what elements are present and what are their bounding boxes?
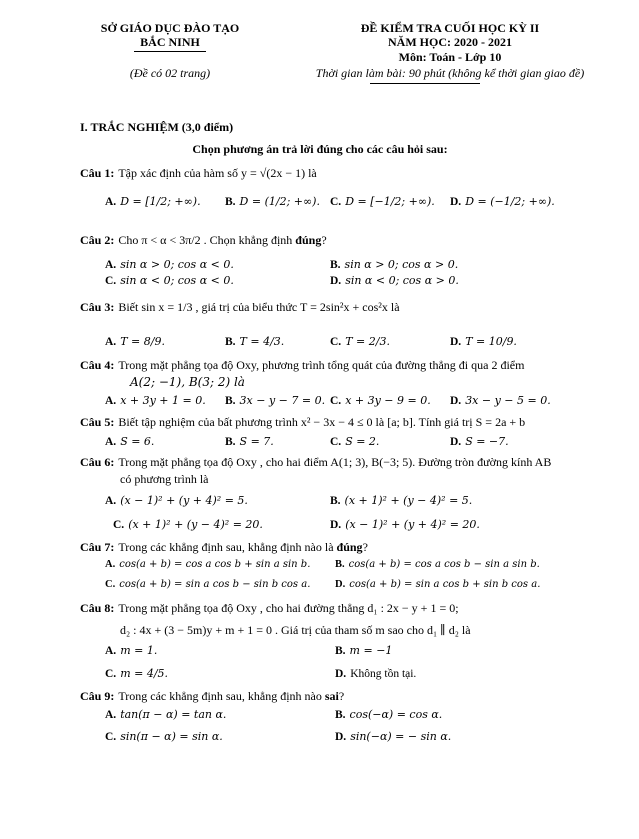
option-label: D.	[330, 519, 342, 531]
question-emphasis: đúng	[336, 540, 363, 554]
option-text: x + 3y − 9 = 0.	[345, 394, 431, 407]
question-label: Câu 7:	[80, 540, 115, 554]
q5-option-d[interactable]	[450, 435, 509, 449]
q3-option-a[interactable]	[105, 335, 165, 349]
q7-option-b[interactable]	[335, 558, 540, 572]
option-label: D.	[330, 275, 342, 287]
option-text: cos(a + b) = sin a cos b − sin b cos a.	[119, 579, 311, 590]
q8-option-a[interactable]	[105, 644, 157, 658]
question-label: Câu 5:	[80, 415, 115, 429]
province-name: BẮC NINH	[140, 35, 200, 49]
option-text: x + 3y + 1 = 0.	[120, 394, 206, 407]
question-label: Câu 6:	[80, 455, 115, 469]
q5-option-b[interactable]	[225, 435, 274, 449]
school-year: NĂM HỌC: 2020 - 2021	[388, 35, 512, 49]
option-text: S = 6.	[120, 435, 155, 448]
q4-option-a[interactable]	[105, 394, 206, 408]
option-label: D.	[450, 436, 462, 448]
department-name: SỞ GIÁO DỤC ĐÀO TẠO	[100, 21, 240, 35]
q1-option-c[interactable]	[330, 195, 435, 209]
q9-option-d[interactable]	[335, 730, 451, 744]
question-8	[80, 601, 459, 616]
option-text: (x − 1)² + (y + 4)² = 5.	[120, 494, 248, 507]
q6-option-b[interactable]	[330, 494, 472, 508]
time-allowed: Thời gian làm bài: 90 phút (không kể thời gian giao đề)	[315, 66, 585, 80]
question-3	[80, 300, 400, 315]
option-text: (x − 1)² + (y + 4)² = 20.	[345, 518, 480, 531]
question-text: Tập xác định của hàm số y = √(2x − 1) là	[118, 166, 317, 180]
q2-option-a[interactable]	[105, 258, 234, 272]
option-text: sin α < 0; cos α > 0.	[345, 274, 459, 287]
q2-option-d[interactable]	[330, 274, 459, 288]
q4-option-b[interactable]	[225, 394, 325, 408]
option-label: C.	[330, 336, 342, 348]
q6-option-a[interactable]	[105, 494, 248, 508]
option-text: Không tồn tại.	[350, 668, 417, 680]
header-underline-left	[134, 51, 206, 52]
q4-option-d[interactable]	[450, 394, 551, 408]
option-label: A.	[105, 259, 117, 271]
option-label: D.	[450, 395, 462, 407]
option-label: D.	[335, 579, 346, 590]
question-text: Biết tập nghiệm của bất phương trình x² − 3x − 4 ≤ 0 là [a; b]. Tính giá trị S = 2a + b	[118, 415, 526, 429]
exam-title: ĐỀ KIỂM TRA CUỐI HỌC KỲ II	[360, 21, 540, 35]
option-label: C.	[105, 731, 117, 743]
option-label: B.	[335, 709, 346, 721]
header-underline-right	[370, 83, 480, 84]
question-text: Trong các khẳng định sau, khẳng định nào	[118, 689, 322, 703]
q5-option-a[interactable]	[105, 435, 154, 449]
option-label: C.	[105, 275, 117, 287]
option-label: B.	[330, 259, 341, 271]
option-label: A.	[105, 709, 117, 721]
q4-option-c[interactable]	[330, 394, 431, 408]
question-end: ?	[338, 689, 345, 703]
q8-option-c[interactable]	[105, 667, 168, 681]
option-label: C.	[113, 519, 125, 531]
option-label: A.	[105, 436, 117, 448]
q9-option-a[interactable]	[105, 708, 226, 722]
option-text: cos(a + b) = cos a cos b − sin a sin b.	[348, 559, 540, 570]
option-text: sin α > 0; cos α < 0.	[120, 258, 234, 271]
q9-option-c[interactable]	[105, 730, 223, 744]
q7-option-c[interactable]	[105, 578, 310, 592]
question-4-cont: A(2; −1), B(3; 2) là	[130, 375, 245, 389]
question-9	[80, 689, 344, 704]
option-text: S = 7.	[239, 435, 274, 448]
q1-option-d[interactable]	[450, 195, 555, 209]
option-text: m = −1	[349, 644, 393, 657]
question-text: Biết sin x = 1/3 , giá trị của biểu thức T = 2sin²x + cos²x là	[118, 300, 400, 314]
q3-option-c[interactable]	[330, 335, 390, 349]
option-text: D = (1/2; +∞).	[239, 195, 320, 208]
question-6-cont: có phương trình là	[120, 472, 209, 486]
question-7	[80, 540, 368, 555]
option-label: B.	[225, 336, 236, 348]
option-text: sin(π − α) = sin α.	[120, 730, 223, 743]
question-label: Câu 4:	[80, 358, 115, 372]
option-label: B.	[330, 495, 341, 507]
option-label: C.	[330, 436, 342, 448]
q6-option-c[interactable]	[113, 518, 263, 532]
option-label: D.	[335, 731, 347, 743]
option-label: A.	[105, 645, 117, 657]
option-text: sin(−α) = − sin α.	[350, 730, 452, 743]
question-8-cont: d₂ : 4x + (3 − 5m)y + m + 1 = 0 . Giá trị của tham số m sao cho d₁ ∥ d₂ là	[120, 623, 471, 637]
question-label: Câu 8:	[80, 601, 115, 615]
question-end: ?	[362, 540, 368, 554]
question-1	[80, 166, 317, 181]
q9-option-b[interactable]	[335, 708, 442, 722]
q1-option-b[interactable]	[225, 195, 320, 209]
q2-option-b[interactable]	[330, 258, 458, 272]
question-4	[80, 358, 524, 373]
q1-option-a[interactable]	[105, 195, 201, 209]
option-label: D.	[450, 196, 462, 208]
option-text: m = 1.	[120, 644, 158, 657]
page-count-note: (Đề có 02 trang)	[129, 66, 211, 80]
option-text: cos(a + b) = sin a cos b + sin b cos a.	[349, 579, 541, 590]
q7-option-a[interactable]	[105, 558, 310, 572]
option-label: B.	[225, 436, 236, 448]
option-label: B.	[335, 645, 346, 657]
option-label: B.	[335, 559, 345, 570]
option-text: 3x − y − 5 = 0.	[465, 394, 551, 407]
option-label: C.	[330, 196, 342, 208]
question-emphasis: sai	[324, 689, 339, 703]
option-text: sin α < 0; cos α < 0.	[120, 274, 234, 287]
q2-option-c[interactable]	[105, 274, 234, 288]
option-text: (x + 1)² + (y − 4)² = 20.	[128, 518, 263, 531]
question-label: Câu 3:	[80, 300, 115, 314]
q5-option-c[interactable]	[330, 435, 379, 449]
q6-option-d[interactable]	[330, 518, 480, 532]
option-text: 3x − y − 7 = 0.	[239, 394, 326, 407]
option-label: B.	[225, 196, 236, 208]
option-label: B.	[225, 395, 236, 407]
option-text: T = 2/3.	[345, 335, 390, 348]
section-instruction: Chọn phương án trả lời đúng cho các câu hỏi sau:	[192, 142, 448, 156]
q3-option-d[interactable]	[450, 335, 517, 349]
option-text: tan(π − α) = tan α.	[120, 708, 227, 721]
q7-option-d[interactable]	[335, 578, 540, 592]
option-label: D.	[450, 336, 462, 348]
question-5	[80, 415, 525, 430]
question-label: Câu 9:	[80, 689, 115, 703]
question-6	[80, 455, 551, 470]
question-text: Trong mặt phẳng tọa độ Oxy, phương trình tổng quát của đường thẳng đi qua 2 điểm	[118, 358, 525, 372]
q8-option-d[interactable]	[335, 667, 416, 681]
question-label: Câu 1:	[80, 166, 115, 180]
option-text: sin α > 0; cos α > 0.	[344, 258, 459, 271]
option-text: D = [−1/2; +∞).	[345, 195, 435, 208]
option-text: m = 4/5.	[120, 667, 169, 680]
section-title: I. TRẮC NGHIỆM (3,0 điểm)	[80, 120, 234, 134]
option-label: A.	[105, 196, 117, 208]
question-text: Trong mặt phẳng tọa độ Oxy , cho hai đường thẳng d₁ : 2x − y + 1 = 0;	[118, 601, 459, 615]
option-text: T = 8/9.	[120, 335, 165, 348]
option-text: T = 10/9.	[465, 335, 517, 348]
question-text: Trong mặt phẳng tọa độ Oxy , cho hai điểm A(1; 3), B(−3; 5). Đường tròn đường kính AB	[118, 455, 552, 469]
option-label: D.	[335, 668, 347, 680]
option-label: C.	[105, 668, 117, 680]
option-label: A.	[105, 559, 116, 570]
q8-option-b[interactable]	[335, 644, 392, 658]
option-label: C.	[330, 395, 342, 407]
question-text: Cho π < α < 3π/2 . Chọn khẳng định	[118, 233, 293, 247]
option-text: T = 4/3.	[239, 335, 285, 348]
question-2	[80, 233, 327, 248]
option-label: C.	[105, 579, 116, 590]
question-text: Trong các khẳng định sau, khẳng định nào là	[118, 540, 334, 554]
option-text: D = [1/2; +∞).	[120, 195, 201, 208]
question-end: ?	[321, 233, 327, 247]
option-text: cos(−α) = cos α.	[349, 708, 443, 721]
option-label: A.	[105, 395, 117, 407]
option-text: D = (−1/2; +∞).	[465, 195, 555, 208]
q3-option-b[interactable]	[225, 335, 284, 349]
option-text: S = 2.	[345, 435, 380, 448]
option-text: S = −7.	[465, 435, 509, 448]
option-label: A.	[105, 336, 117, 348]
subject-grade: Môn: Toán - Lớp 10	[398, 50, 502, 64]
option-text: (x + 1)² + (y − 4)² = 5.	[344, 494, 473, 507]
option-label: A.	[105, 495, 117, 507]
option-text: cos(a + b) = cos a cos b + sin a sin b.	[119, 559, 311, 570]
question-emphasis: đúng	[295, 233, 322, 247]
question-label: Câu 2:	[80, 233, 115, 247]
